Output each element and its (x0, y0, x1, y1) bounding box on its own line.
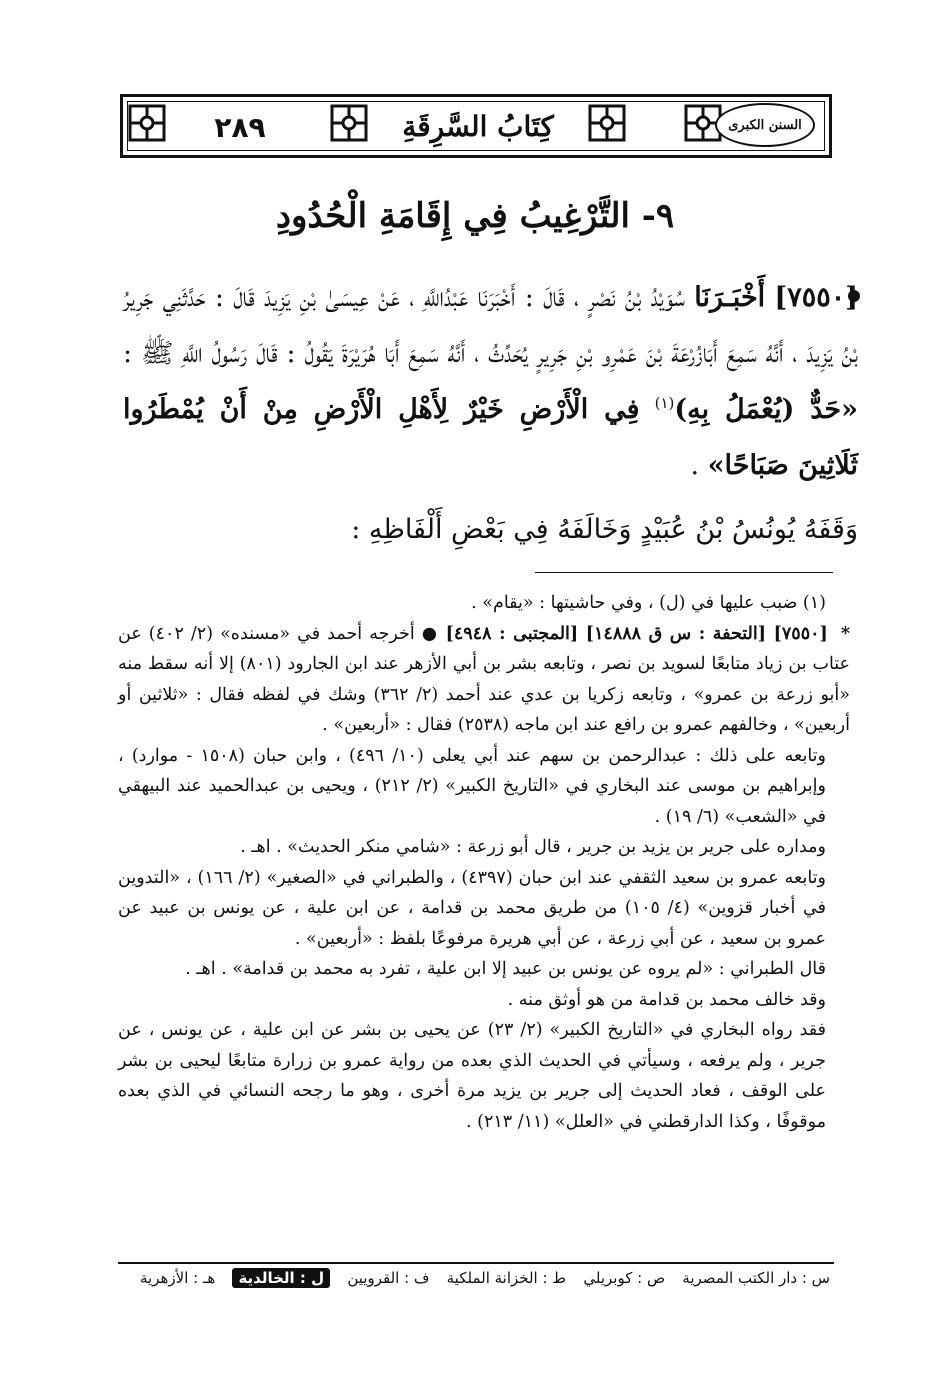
matn-end: . (690, 450, 708, 481)
manuscript-legend (140, 1268, 830, 1288)
followup-paragraph: وَقَفَهُ يُونُسُ بْنُ عُبَيْدٍ وَخَالَفَهُ فِي بَعْضِ أَلْفَاظِهِ : (351, 514, 858, 545)
legend-item: هـ : الأزهرية (140, 1269, 216, 1287)
legend-item: ف : القرويين (347, 1269, 430, 1287)
footnote-ref[interactable]: (١) (654, 394, 675, 412)
dot-icon: ● (421, 623, 439, 644)
narrator-label: أَخْبَـرَنَا (694, 282, 766, 313)
ornament-knot-icon (587, 103, 627, 143)
book-emblem-logo (715, 103, 815, 147)
hadith-line-2: قَالَ : حَدَّثَنِي جَرِيرُ بْنُ يَزِيدَ ، أَنَّهُ سَمِعَ أَبَازُرْعَةَ بْنَ عَمْرِو بْنِ جَرِيرٍ يُحَدِّثُ ، (123, 282, 858, 369)
takhrij-head: [٧٥٥٠] [التحفة : س ق ١٤٨٨٨] [المجتبى : ٤٩٤٨] (445, 623, 828, 644)
matn-part-1: «حَدٌّ (يُعْمَلُ بِهِ) (674, 394, 858, 425)
footnote-separator (535, 572, 833, 573)
hadith-number: [٧٥٥٠] (774, 282, 858, 313)
page-number-box (145, 105, 335, 149)
legend-item: ص : كوبريلي (583, 1269, 666, 1287)
takhrij-paragraph-5a: قال الطبراني : «لم يروه عن يونس بن عبيد إلا ابن علية ، تفرد به محمد بن قدامة» . اهـ . (185, 959, 826, 979)
footnotes (118, 588, 850, 1137)
chapter-heading: ٩- التَّرْغِيبُ فِي إِقَامَةِ الْحُدُودِ (275, 196, 675, 236)
hadith-line-1: سُوَيْدُ بْنُ نَصْرٍ ، قَالَ : أَخْبَرَنَا عَبْدُاللَّهِ ، عَنْ عِيسَىٰ بْنِ يَزِيدَ (264, 282, 685, 313)
legend-item: ط : الخزانة الملكية (446, 1269, 567, 1287)
emblem-box (715, 103, 815, 147)
takhrij-paragraph-4: وتابعه عمرو بن سعيد الثقفي عند ابن حبان (٤٣٩٧) ، والطبراني في «الصغير» (٢/ ١٦٦) ، «التدوين في أخبار قزوين» (٤/ ١٠٥) من طريق محمد بن قدامة ، عن ابن علية ، عن يونس بن عبيد عن عمرو بن سعيد ، عن أبي زرعة ، عن أبي هريرة مرفوعًا بلفظ : «أربعين» . (118, 867, 826, 949)
ornament-knot-icon (329, 103, 369, 143)
legend-item: س : دار الكتب المصرية (682, 1269, 830, 1287)
hadith-paragraph (123, 270, 858, 494)
hadith-line-3: أَنَّهُ سَمِعَ أَبَا هُرَيْرَةَ يَقُولُ : قَالَ رَسُولُ اللَّهِ ﷺ : (123, 338, 466, 369)
emblem-text: السنن الكبرى (728, 117, 802, 133)
page-header (120, 94, 832, 158)
page-number: ٢٨٩ (214, 110, 266, 144)
takhrij-first: أخرجه أحمد في «مسنده» (٢/ ٤٠٢) عن عتاب بن زياد متابعًا لسويد بن نصر ، وتابعه بشر بن أبي الأزهر عند ابن الجارود (٨٠١) إلا أنه سقط منه «أبو زرعة بن عمرو» ، وتابعه زكريا بن عدي عند أحمد (٢/ ٣٦٢) وشك في لفظه فقال : «ثلاثين أو أربعين» ، وخالفهم عمرو بن رافع عند ابن ماجه (٢٥٣٨) فقال : «أربعين» . (118, 623, 850, 735)
takhrij-paragraph-5b: وقد خالف محمد بن قدامة من هو أوثق منه . (507, 989, 826, 1010)
takhrij-paragraph-2: وتابعه على ذلك : عبدالرحمن بن سهم عند أبي يعلى (١٠/ ٤٩٦) ، وابن حبان (١٥٠٨ - موارد) ، وإبراهيم بن موسى عند البخاري في «التاريخ الكبير» (٢/ ٢١٢) ، ويحيى بن عبدالحميد عند البيهقي في «الشعب» (٦/ ١٩) . (118, 745, 826, 827)
book-title-box (388, 101, 568, 151)
book-title: كِتَابُ السَّرِقَةِ (402, 109, 554, 143)
takhrij-paragraph-3: ومداره على جرير بن يزيد بن جرير ، قال أبو زرعة : «شامي منكر الحديث» . اهـ . (240, 837, 826, 857)
hadith-text (123, 270, 858, 558)
bottom-separator (118, 1262, 834, 1264)
matn-part-2: فِي الْأَرْضِ خَيْرٌ لِأَهْلِ الْأَرْضِ مِنْ أَنْ يُمْطَرُوا ثَلَاثِينَ صَبَاحًا» (123, 394, 858, 481)
takhrij-paragraph-6: فقد رواه البخاري في «التاريخ الكبير» (٢/ ٢٣) عن يحيى بن بشر عن ابن علية ، عن يونس ، عن جرير ، ولم يرفعه ، وسيأتي في الحديث الذي بعده من رواية عمرو بن زرارة متابعًا ليحيى بن بشر على الوقف ، فعاد الحديث إلى جرير بن يزيد مرة أخرى ، وهو ما رجحه النسائي في الذي بعده موقوفًا ، وكذا الدارقطني في «العلل» (١١/ ٢١٣) . (118, 1020, 826, 1132)
footnote-1: (١) ضبب عليها في (ل) ، وفي حاشيتها : «يقام» . (471, 593, 826, 613)
legend-item-highlighted: ل : الخالدية (232, 1268, 330, 1288)
takhrij-reference (118, 619, 850, 741)
star-icon: * (840, 623, 850, 644)
